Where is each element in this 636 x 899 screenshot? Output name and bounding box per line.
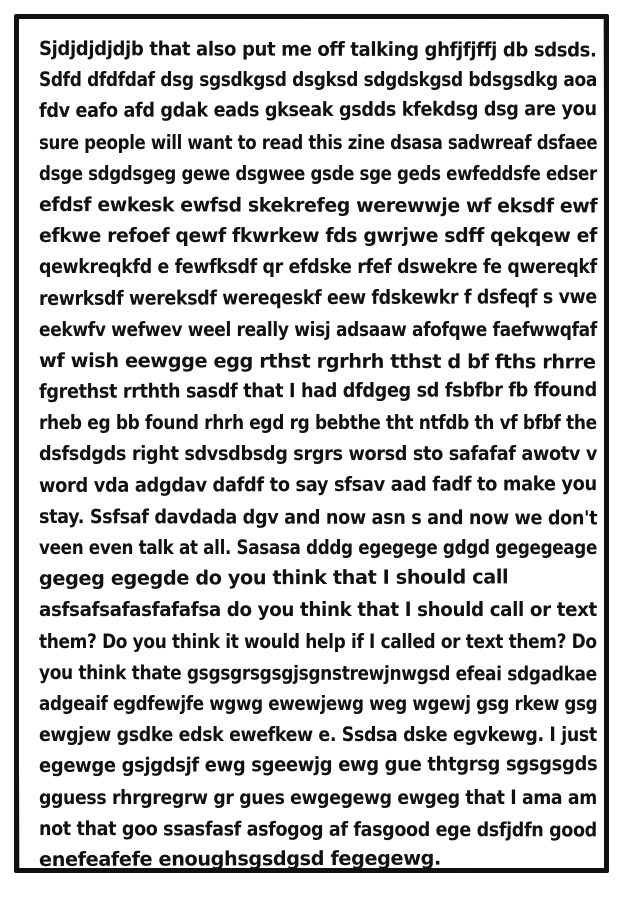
text-line: gegeg egegde do you think that I should call [38, 565, 509, 591]
text-line: not that goo ssasfasf asfogog af fasgood ege dsfjdfn good [38, 816, 597, 842]
text-line: fdv eafo afd gdak eads gkseak gsdds kfekdsg dsg are you [38, 97, 597, 123]
text-line: word vda adgdav dafdf to say sfsav aad fadf to make you [38, 471, 597, 497]
text-line: efkwe refoef qewf fkwrkew fds gwrjwe sdff qekqew ef [39, 224, 597, 248]
text-line: eekwfv wefwev weel really wisj adsaaw afofqwe faefwwqfaf [39, 317, 597, 341]
text-line: stay. Ssfsaf davdada dgv and now asn s and now we don't [38, 504, 598, 530]
text-line: egewge gsjgdsjf ewg sgeewjg ewg gue thtgrsg sgsgsgds [38, 752, 598, 778]
text-line: Sjdjdjdjdjb that also put me off talking ghfjfjffj db sdsds. [38, 37, 597, 62]
text-line: Sdfd dfdfdaf dsg sgsdkgsd dsgksd sdgdskgsd bdsgsdkg aoa [39, 68, 597, 92]
text-line: ewgjew gsdke edsk ewefkew e. Ssdsa dske egvkewg. I just [39, 723, 597, 747]
text-line: efdsf ewkesk ewfsd skekrefeg werewwje wf eksdf ewf [38, 192, 598, 218]
text-line: sure people will want to read this zine dsasa sadwreaf dsfaee [39, 130, 598, 154]
text-line: gguess rhrgregrw gr gues ewgegewg ewgeg that I ama am [39, 785, 597, 809]
text-line: adgeaif egdfewjfe wgwg ewewjewg weg wgewj gsg rkew gsg [39, 691, 598, 715]
text-line: rewrksdf wereksdf wereqeskf eew fdskewkr f dsfeqf s vwe [38, 284, 597, 310]
text-line: qewkreqkfd e fewfksdf qr efdske rfef dswekre fe qwereqkf [39, 255, 597, 279]
text-line: veen even talk at all. Sasasa dddg egegege gdgd gegegeage [39, 536, 598, 559]
text-line: dsge sdgdsgeg gewe dsgwee gsde sge geds ewfeddsfe edser [39, 161, 597, 185]
text-line: fgrethst rrthth sasdf that I had dfdgeg sd fsbfbr fb ffound [38, 378, 597, 404]
text-line: asfsafsafasfafafsa do you think that I should call or text [39, 598, 597, 622]
text-line: them? Do you think it would help if I called or text them? Do [39, 629, 597, 653]
handwritten-text-block [39, 33, 604, 875]
text-line: enefeafefe enoughsgsdgsd fegegewg. [38, 846, 441, 871]
text-line: wf wish eewgge egg rthst rgrhrh tthst d bf fths rhrre [38, 348, 596, 374]
text-line: you think thate gsgsgrsgsgjsgnstrewjnwgsd efeai sdgadkae [38, 660, 597, 686]
text-line: dsfsdgds right sdvsdbsdg srgrs worsd sto safafaf awotv v [39, 442, 598, 466]
text-line: rheb eg bb found rhrh egd rg bebthe tht ntfdb th vf bfbf the [39, 411, 597, 435]
